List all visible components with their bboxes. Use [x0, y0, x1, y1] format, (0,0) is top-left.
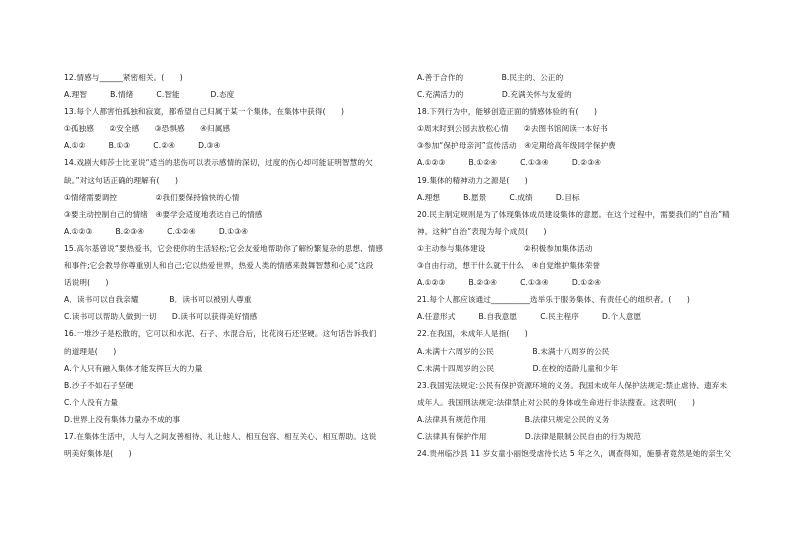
- right-column-line: 20.民主制定规则是为了体现集体成员建设集体的意愿。在这个过程中，需要我们的“自治”精: [417, 209, 730, 219]
- right-column-line: C.未满十四周岁的公民 D.在校的适龄儿童和少年: [417, 363, 619, 373]
- right-column-line: A.理想 B.愿景 C.成绩 D.目标: [417, 192, 580, 202]
- right-column-line: C.法律具有保护作用 D.法律是限制公民自由的行为规范: [417, 431, 642, 441]
- right-column-line: 18.下列行为中，能够创造正面的情感体验的有( ): [417, 107, 598, 117]
- right-column-line: A.法律具有规范作用 B.法律只规定公民的义务: [417, 414, 610, 424]
- right-column-line: A.善于合作的 B.民主的、公正的: [417, 73, 564, 82]
- right-column-line: 19.集体的精神动力之源是( ): [417, 175, 528, 185]
- left-column-line: 明美好集体是( ): [64, 449, 132, 459]
- right-column-line: 22.在我国，未成年人是指( ): [417, 329, 528, 339]
- left-column-line: 17.在集体生活中，人与人之间友善相待、礼让他人、相互包容、相互关心、相互帮助。这说: [64, 431, 377, 441]
- left-column-line: ③要主动控制自己的情绪 ④要学会适度地表达自己的情感: [64, 209, 263, 219]
- right-column-line: 23.我国宪法规定:公民有保护资源环境的义务。我国未成年人保护法规定:禁止虐待、遗弃未: [417, 380, 728, 390]
- left-column-line: B.沙子不如石子坚硬: [64, 380, 134, 390]
- left-column-line: 缺。”对这句话正确的理解有( ): [64, 175, 179, 185]
- right-column-line: A.①②③ B.②③④ C.①③④ D.①②④: [417, 278, 602, 288]
- left-column-line: 15.高尔基曾说“要热爱书，它会使你的生活轻松;它会友爱地帮助你了解纷繁复杂的思想、情感: [64, 243, 384, 253]
- right-column-line: 24.贵州临沙县 11 岁女童小丽饱受虐待长达 5 年之久，调查得知，施暴者竟然是她的亲生父: [417, 449, 732, 459]
- left-column-line: 和事件;它会教导你尊重别人和自己;它以热爱世界，热爱人类的情感来鼓舞智慧和心灵”这段: [64, 261, 374, 271]
- left-column-line: C.读书可以帮助人做到一切 D.读书可以获得美好情感: [64, 312, 258, 322]
- left-column-line: 16.一堆沙子是松散的，它可以和水泥、石子、水混合后，比花岗石还坚硬。这句话告诉我们: [64, 329, 377, 339]
- left-column-line: 13.每个人都害怕孤独和寂寞，都希望自己归属于某一个集体，在集体中获得( ): [64, 107, 345, 117]
- left-column-line: 话说明( ): [64, 278, 109, 288]
- right-column-line: 成年人。我国刑法规定:法律禁止对公民的身体或生命进行非法搜查。这表明( ): [417, 397, 696, 407]
- left-column-line: 12.情感与______紧密相关。( ): [64, 73, 183, 82]
- right-column-line: ①主动参与集体建设 ②积极参加集体活动: [417, 243, 593, 253]
- left-column-line: C.个人没有力量: [64, 397, 119, 407]
- right-column-line: 21.每个人都应该通过__________选举乐于服务集体、有责任心的组织者。( ): [417, 295, 690, 305]
- left-column-line: A.个人只有融入集体才能发挥巨大的力量: [64, 363, 203, 373]
- right-column-line: 神。这种“自治”表现为每个成员( ): [417, 226, 547, 236]
- left-column-line: ①情绪需要调控 ②我们要保持愉快的心情: [64, 192, 240, 202]
- left-column-line: A.①②③ B.②③④ C.①②④ D.①③④: [64, 226, 249, 236]
- right-column: [417, 69, 747, 462]
- right-column-line: A.①②③ B.①②④ C.①③④ D.②③④: [417, 158, 602, 168]
- right-column-line: ③自由行动，想干什么就干什么 ④自觉维护集体荣誉: [417, 261, 601, 271]
- right-column-line: ③参加“保护母亲河”宣传活动 ④定期给高年级同学保护费: [417, 141, 616, 151]
- left-column-line: D.世界上没有集体力量办不成的事: [64, 414, 181, 424]
- right-column-line: ①周末时到公园去放松心情 ②去图书馆阅读一本好书: [417, 124, 608, 134]
- left-column-line: ①孤独感 ②安全感 ③恐惧感 ④归属感: [64, 124, 231, 134]
- left-column-line: A.①② B.①③ C.②④ D.③④: [64, 141, 221, 151]
- left-column: [64, 69, 394, 462]
- right-column-line: C.充满活力的 D.充满关怀与友爱的: [417, 90, 572, 100]
- left-column-line: A.理智 B.情绪 C.智能 D.态度: [64, 90, 235, 100]
- left-column-line: 的道理是( ): [64, 346, 117, 356]
- left-column-line: 14.戏剧大师莎士比亚说“适当的悲伤可以表示感情的深切，过度的伤心却可能证明智慧的欠: [64, 158, 373, 168]
- right-column-line: A.任意形式 B.自我意愿 C.民主程序 D.个人意愿: [417, 312, 642, 322]
- right-column-line: A.未满十六周岁的公民 B.未满十八周岁的公民: [417, 346, 610, 356]
- left-column-line: A．读书可以自我亲耀 B．读书可以被别人尊重: [64, 295, 252, 305]
